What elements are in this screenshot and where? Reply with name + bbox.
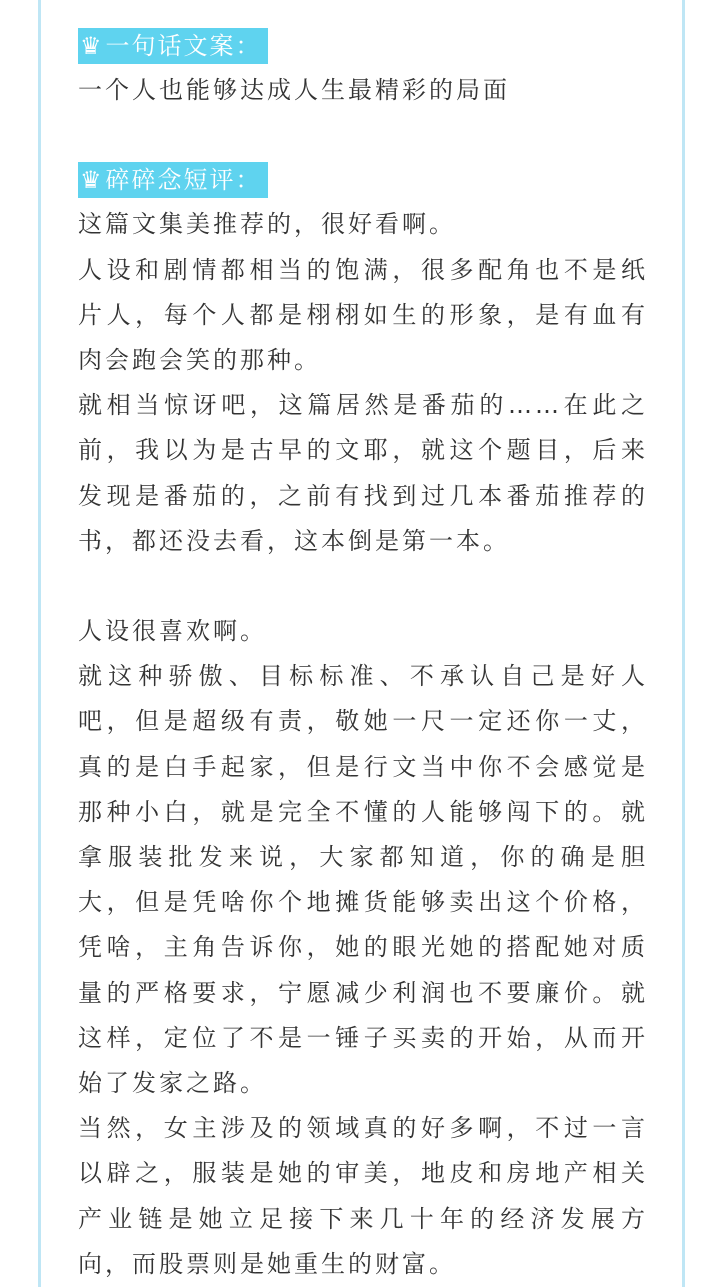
tagline-heading-wrap — [78, 28, 648, 68]
review-line: 就相当惊讶吧，这篇居然是番茄的……在此之 — [78, 391, 648, 420]
review-line: 拿服装批发来说，大家都知道，你的确是胆 — [78, 843, 648, 871]
review-line: 这样，定位了不是一锤子买卖的开始，从而开 — [78, 1023, 648, 1052]
review-heading-text: 碎碎念短评： — [105, 166, 262, 195]
tagline-heading — [78, 28, 268, 64]
crown-icon: ♛ — [80, 166, 104, 195]
review-line: 书，都还没去看，这本倒是第一本。 — [78, 526, 510, 555]
review-line: 发现是番茄的，之前有找到过几本番茄推荐的 — [78, 481, 648, 510]
review-line: 人设和剧情都相当的饱满，很多配角也不是纸 — [78, 255, 648, 284]
tagline-heading-text: 一句话文案： — [105, 32, 262, 60]
review-line: 就这种骄傲、目标标准、不承认自己是好人 — [78, 662, 648, 691]
crown-icon: ♛ — [80, 32, 104, 60]
review-line: 当然，女主涉及的领域真的好多啊，不过一言 — [78, 1114, 648, 1143]
review-line: 向，而股票则是她重生的财富。 — [78, 1249, 456, 1278]
review-line: 量的严格要求，宁愿减少利润也不要廉价。就 — [78, 978, 648, 1007]
spacer — [78, 113, 648, 158]
review-line-blank — [78, 564, 648, 609]
review-line: 始了发家之路。 — [78, 1068, 267, 1097]
review-line: 前，我以为是古早的文耶，就这个题目，后来 — [78, 436, 648, 465]
review-line: 真的是白手起家，但是行文当中你不会感觉是 — [78, 752, 648, 781]
review-line: 大，但是凭啥你个地摊货能够卖出这个价格， — [78, 888, 648, 917]
review-line: 凭啥，主角告诉你，她的眼光她的搭配她对质 — [78, 933, 648, 962]
review-line: 以辟之，服装是她的审美，地皮和房地产相关 — [78, 1159, 648, 1188]
review-line: 产业链是她立足接下来几十年的经济发展方 — [78, 1204, 648, 1233]
review-line: 吧，但是超级有责，敬她一尺一定还你一丈， — [78, 707, 648, 736]
review-line: 片人，每个人都是栩栩如生的形象，是有血有 — [78, 300, 648, 329]
review-line: 人设很喜欢啊。 — [78, 617, 267, 646]
left-border-line — [38, 0, 41, 1287]
article-content — [78, 28, 648, 1287]
review-line: 这篇文集美推荐的，很好看啊。 — [78, 210, 456, 239]
right-border-line — [682, 0, 685, 1287]
tagline-text: 一个人也能够达成人生最精彩的局面 — [78, 76, 510, 104]
review-line: 肉会跑会笑的那种。 — [78, 345, 321, 374]
review-heading — [78, 162, 268, 198]
review-line: 那种小白，就是完全不懂的人能够闯下的。就 — [78, 797, 648, 826]
review-heading-wrap — [78, 162, 648, 202]
